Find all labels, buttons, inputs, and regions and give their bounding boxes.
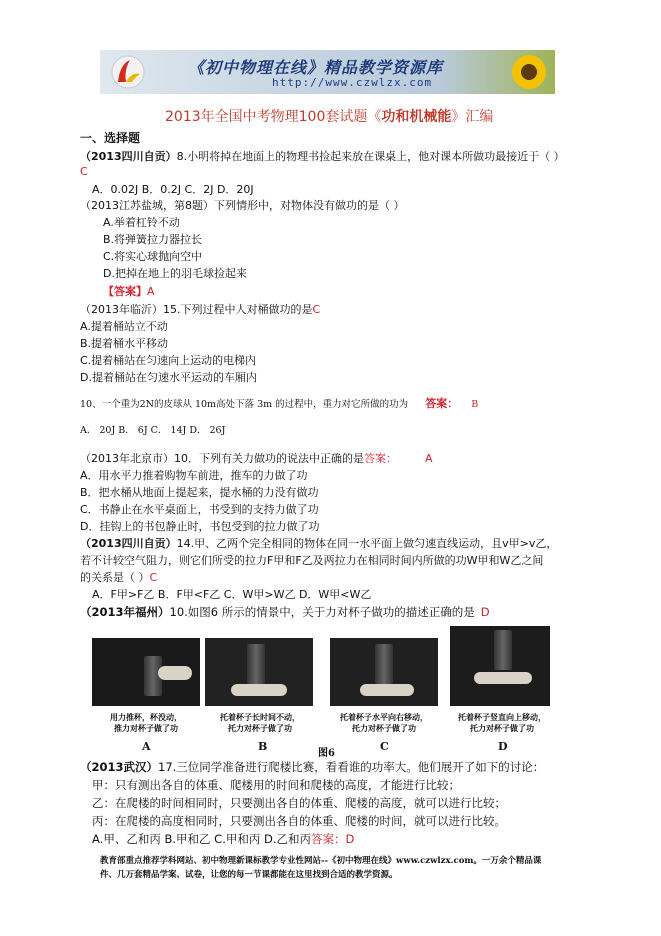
q4-options: A． 20J B． 6J C． 14J D． 26J	[80, 425, 226, 436]
figure-label: 图6	[318, 748, 335, 759]
q5-answer: A	[425, 452, 433, 465]
q3-stem-text: （2013年临沂）15.下列过程中人对桶做功的是	[80, 303, 313, 316]
q6-line-2: 若不计较空气阻力，则它们所受的拉力F甲和F乙及两拉力在相同时间内所做的功W甲和W乙之间	[80, 554, 544, 567]
caption-a	[86, 712, 206, 734]
footer-line-1: 教育部重点推荐学科网站、初中物理新课标教学专业性网站--《初中物理在线》www.czwlzx.com。一万余个精品课	[100, 856, 542, 866]
q3-answer: C	[312, 303, 321, 316]
figure-photo-b	[205, 638, 313, 706]
q2-answer-label: 【答案】	[103, 285, 147, 298]
q2-option-b: B.将弹簧拉力器拉长	[103, 233, 203, 246]
q7-answer: D	[480, 605, 490, 619]
q7-stem-text: 10.如图6 所示的情景中，关于力对杯子做功的描述正确的是	[169, 605, 475, 619]
q8-line-1: 甲：只有测出各自的体重、爬楼用的时间和爬楼的高度，才能进行比较；	[92, 778, 460, 792]
figure-letter-d: D	[498, 740, 508, 753]
banner-title: 《初中物理在线》精品教学资源库	[188, 58, 444, 77]
caption-b	[200, 712, 320, 734]
document-title	[165, 106, 493, 126]
hand-icon	[158, 666, 192, 680]
sunflower-icon	[509, 52, 549, 92]
q3-stem	[80, 303, 320, 317]
caption-b-line-2: 托力对杯子做了功	[228, 724, 292, 733]
q8-stem-text: 17.三位同学准备进行爬楼比赛，看看谁的功率大。他们展开了如下的讨论：	[158, 760, 545, 774]
figure-photo-d	[450, 626, 550, 706]
figure-letter-c: C	[380, 740, 389, 753]
q4-stem	[80, 397, 478, 412]
caption-d	[442, 712, 562, 734]
site-logo-icon	[106, 54, 150, 90]
q8-source: （2013武汉）	[80, 760, 159, 774]
q6-line-3	[80, 571, 157, 585]
hand-icon	[360, 684, 414, 696]
figure-photo-a	[92, 638, 200, 706]
q8-answer: D	[345, 832, 355, 846]
cup-icon	[494, 630, 512, 670]
q6-line-1	[80, 537, 557, 551]
q2-option-d: D.把掉在地上的羽毛球捡起来	[103, 267, 247, 280]
q4-stem-text: 10、一个重为2N的皮球从 10m高处下落 3m 的过程中，重力对它所做的功为	[80, 399, 409, 410]
q8-stem	[80, 760, 544, 774]
q2-option-c: C.将实心球抛向空中	[103, 250, 203, 263]
q6-options: A．F甲>F乙 B．F甲<F乙 C．W甲>W乙 D．W甲<W乙	[92, 588, 372, 601]
caption-c	[324, 712, 444, 734]
q1-answer: C	[80, 165, 88, 178]
q8-line-3: 丙：在爬楼的高度相同时，只要测出各自的体重、爬楼的时间，就可以进行比较。	[92, 814, 506, 828]
q2-stem: （2013江苏盐城，第8题）下列情形中，对物体没有做功的是（ ）	[80, 199, 405, 212]
q7-stem	[80, 605, 490, 619]
q5-option-c: C．书静止在水平桌面上，书受到的支持力做了功	[80, 503, 319, 516]
q2-answer	[103, 285, 155, 299]
q6-answer: C	[149, 571, 158, 584]
q6-text-1: 14.甲、乙两个完全相同的物体在同一水平面上做匀速直线运动，且v甲>v乙，	[176, 537, 558, 550]
caption-b-line-1: 托着杯子长时间不动，	[220, 713, 300, 722]
caption-d-line-1: 托着杯子竖直向上移动，	[458, 713, 546, 722]
q2-answer-value: A	[147, 285, 155, 298]
q3-option-d: D.提着桶站在匀速水平运动的车厢内	[80, 371, 257, 384]
figure-letter-b: B	[258, 740, 268, 753]
cup-icon	[247, 644, 265, 684]
title-suffix: 》汇编	[451, 109, 494, 125]
q1-options: A．0.02J B．0.2J C．2J D．20J	[92, 183, 254, 196]
q3-option-c: C.提着桶站在匀速向上运动的电梯内	[80, 354, 257, 367]
banner-url: http://www.czwlzx.com	[272, 76, 433, 89]
q4-answer-label: 答案：	[425, 397, 459, 410]
question-1	[80, 150, 565, 164]
section-heading: 一、选择题	[80, 131, 141, 145]
q6-text-3: 的关系是（ ）	[80, 571, 150, 584]
q1-source: （2013四川自贡）	[80, 150, 177, 163]
caption-c-line-1: 托着杯子水平向右移动，	[340, 713, 428, 722]
q5-option-b: B．把水桶从地面上提起来，提水桶的力没有做功	[80, 486, 319, 499]
q8-answer-label: 答案：	[311, 832, 346, 846]
cup-icon	[375, 644, 393, 684]
q7-source: （2013年福州）	[80, 605, 170, 619]
caption-a-line-1: 用力推杯，杯没动，	[110, 713, 182, 722]
figure-letter-a: A	[142, 740, 151, 753]
hand-icon	[231, 684, 287, 696]
q2-option-a: A.举着杠铃不动	[103, 216, 180, 229]
footer-line-2: 件、几万套精品学案、试卷，让您的每一节课都能在这里找到合适的教学资源。	[100, 870, 398, 880]
caption-d-line-2: 托力对杯子做了功	[470, 724, 534, 733]
q1-text: 8.小明将掉在地面上的物理书捡起来放在课桌上，他对课本所做功最接近于（ ）	[176, 150, 565, 163]
q8-options-text: A.甲、乙和丙 B.甲和乙 C.甲和丙 D.乙和丙	[92, 832, 312, 846]
q5-option-d: D．挂钩上的书包静止时，书包受到的拉力做了功	[80, 520, 320, 533]
header-banner	[100, 50, 555, 94]
caption-c-line-2: 托力对杯子做了功	[352, 724, 416, 733]
title-emphasis: 功和机械能	[381, 109, 452, 125]
q5-stem-text: （2013年北京市）10．下列有关力做功的说法中正确的是	[80, 452, 364, 465]
q3-option-a: A.提着桶站立不动	[80, 320, 168, 333]
q8-line-2: 乙：在爬楼的时间相同时，只要测出各自的体重、爬楼的高度，就可以进行比较；	[92, 796, 506, 810]
caption-a-line-2: 推力对杯子做了功	[114, 724, 178, 733]
q6-source: （2013四川自贡）	[80, 537, 177, 550]
title-prefix: 2013年全国中考物理100套试题《	[165, 109, 382, 125]
q5-stem	[80, 452, 433, 466]
q4-answer: B	[471, 399, 479, 410]
page-footer	[100, 854, 570, 882]
q8-options	[92, 832, 354, 846]
q5-answer-label: 答案：	[364, 452, 397, 465]
q3-option-b: B.提着桶水平移动	[80, 337, 169, 350]
figure-photo-c	[330, 638, 438, 706]
hand-icon	[474, 672, 532, 684]
q5-option-a: A．用水平力推着购物车前进，推车的力做了功	[80, 469, 308, 482]
